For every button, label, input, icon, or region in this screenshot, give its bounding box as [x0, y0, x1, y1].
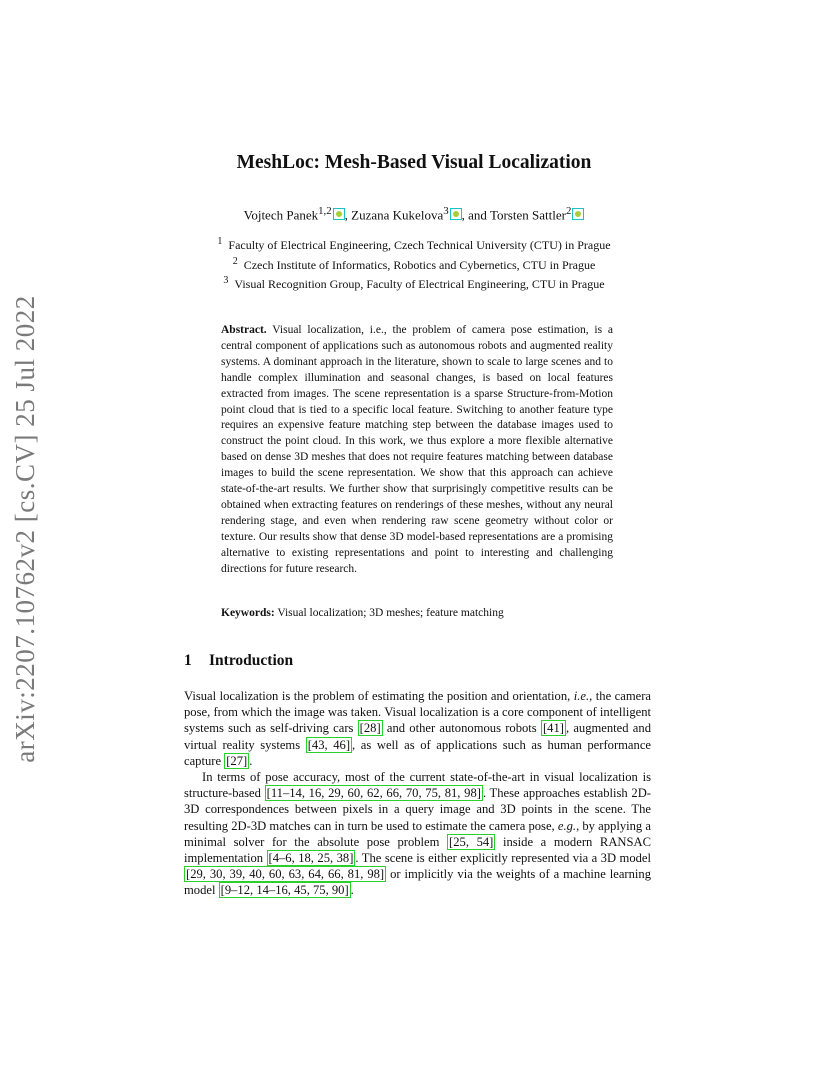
orcid-icon[interactable] [333, 208, 345, 220]
text-run: . The scene is either explicitly represented via a 3D model [355, 851, 651, 866]
text-run: Visual localization is the problem of estimating the position and orientation, [184, 689, 574, 703]
section-title: Introduction [209, 652, 294, 669]
author-separator: , and [461, 207, 490, 223]
citation-link[interactable]: [11–14, 16, 29, 60, 62, 66, 70, 75, 81, 98] [266, 786, 481, 801]
author-name: Vojtech Panek [243, 207, 319, 223]
paragraph [184, 769, 651, 899]
author-name: Torsten Sattler [489, 207, 566, 223]
section-number: 1 [184, 652, 192, 669]
text-run: . These approaches establish 2D-3D correspondences between pixels in a query image and 3D points in the scene. The resulting 2D-3D matches can in turn be used to estimate the camera pose, [184, 786, 651, 833]
text-run: , as well as of applications such as human performance capture [184, 737, 651, 768]
arxiv-stamp: arXiv:2207.10762v2 [cs.CV] 25 Jul 2022 [10, 295, 40, 763]
author-list [0, 205, 828, 223]
citation-link[interactable]: [43, 46] [307, 737, 351, 752]
abstract-label: Abstract. [221, 324, 267, 336]
abstract [221, 323, 613, 578]
orcid-icon[interactable] [450, 208, 462, 220]
text-run: , the camera pose, from which the image was taken. Visual localization is a core component of intelligent systems such as self-driving cars [184, 689, 651, 736]
paragraph [184, 688, 651, 769]
affiliation [0, 234, 828, 254]
affiliation [0, 254, 828, 274]
paper-title: MeshLoc: Mesh-Based Visual Localization [236, 152, 592, 173]
author-affil-sup: 3 [443, 205, 449, 217]
affiliation-text: Faculty of Electrical Engineering, Czech Technical University (CTU) in Prague [228, 238, 611, 252]
orcid-icon[interactable] [572, 208, 584, 220]
citation-link[interactable]: [25, 54] [449, 834, 494, 849]
text-run: , by applying a minimal solver for the absolute pose problem [184, 818, 651, 849]
keywords-label: Keywords: [221, 607, 275, 619]
section-heading [184, 652, 293, 670]
affiliation-number: 3 [223, 275, 229, 286]
author-affil-sup: 2 [565, 205, 572, 217]
emphasis: i.e. [573, 689, 590, 703]
keywords-text: Visual localization; 3D meshes; feature matching [277, 607, 504, 619]
affiliation [0, 273, 828, 293]
author-affil-sup: 1,2 [318, 205, 332, 217]
text-run: . [249, 753, 253, 768]
text-run: or implicitly via the weights of a machine learning model [184, 867, 651, 898]
abstract-text: Visual localization, i.e., the problem of camera pose estimation, is a central component of applications such as autonomous robots and augmented reality systems. A dominant approach in the literature, shown to scale to large scenes and to handle complex illumination and seasonal changes, is based on local features extracted from images. The scene representation is a sparse Structure-from-Motion point cloud that is tied to a specific local feature. Switching to another feature type requires an expensive feature matching step between the database images used to construct the point cloud. In this work, we thus explore a more flexible alternative based on dense 3D meshes that does not require features matching between database images to build the scene representation. We show that this approach can achieve state-of-the-art results. We further show that surprisingly competitive results can be obtained when extracting features on renderings of these meshes, without any neural rendering stage, and even when rendering raw scene geometry without color or texture. Our results show that dense 3D model-based representations are a promising alternative to existing representations and point to interesting and challenging directions for future research. [221, 324, 613, 575]
citation-link[interactable]: [29, 30, 39, 40, 60, 63, 64, 66, 81, 98] [186, 867, 385, 882]
text-run: , augmented and virtual reality systems [184, 721, 651, 752]
affiliation-number: 2 [232, 255, 238, 267]
emphasis: e.g. [557, 818, 577, 833]
keywords [221, 607, 613, 619]
citation-link[interactable]: [28] [359, 721, 381, 736]
citation-link[interactable]: [9–12, 14–16, 45, 75, 90] [220, 883, 349, 898]
citation-link[interactable]: [27] [226, 753, 248, 768]
affiliation-text: Visual Recognition Group, Faculty of Electrical Engineering, CTU in Prague [234, 277, 605, 291]
text-run: inside a modern RANSAC implementation [184, 834, 652, 866]
affiliation-text: Czech Institute of Informatics, Robotics and Cybernetics, CTU in Prague [243, 257, 596, 272]
body-text [184, 688, 651, 899]
text-run: . [350, 883, 354, 898]
text-run: and other autonomous robots [382, 721, 541, 736]
text-run: In terms of pose accuracy, most of the current state-of-the-art in visual localization is structure-based [184, 770, 651, 801]
author-name: Zuzana Kukelova [351, 207, 444, 223]
citation-link[interactable]: [4–6, 18, 25, 38] [268, 851, 354, 866]
affiliation-number: 1 [217, 236, 223, 247]
affiliation-list [0, 234, 828, 293]
citation-link[interactable]: [41] [542, 721, 564, 736]
author-separator: , [344, 207, 352, 223]
